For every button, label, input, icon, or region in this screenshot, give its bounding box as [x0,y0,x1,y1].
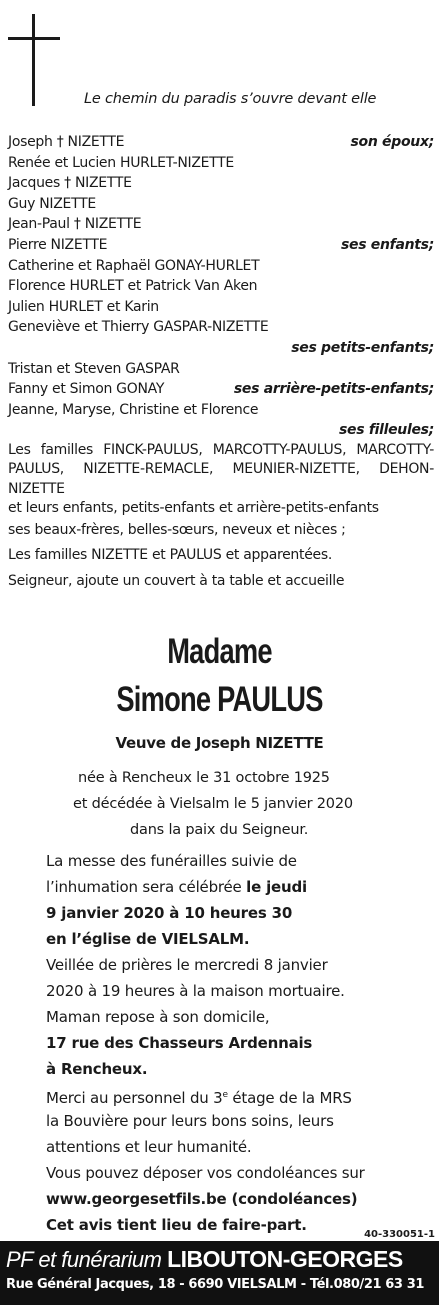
family-list [8,132,434,591]
family-role: ses filleules; [338,422,434,439]
body-line: Vous pouvez déposer vos condoléances sur [46,1164,365,1182]
widow-of-line: Veuve de Joseph NIZETTE [115,734,324,752]
body-line: la Bouvière pour leurs bons soins, leurs [46,1112,334,1130]
family-name: Fanny et Simon GONAY [8,381,165,398]
family-name: Jeanne, Maryse, Christine et Florence [8,401,259,418]
lord-paragraph: Seigneur, ajoute un couvert à ta table et accueille [8,572,345,589]
related-paragraph: Les familles NIZETTE et PAULUS et apparentées. [8,547,332,564]
family-name: Jacques † NIZETTE [8,175,132,192]
birth-line: née à Rencheux le 31 octobre 1925 [78,770,330,786]
family-row [8,153,434,174]
family-row [8,256,434,277]
body-line [46,1082,436,1108]
body-line: Cet avis tient lieu de faire-part. [46,1216,307,1234]
family-name: Tristan et Steven GASPAR [8,360,180,377]
body-text: étage de la MRS [227,1089,352,1107]
funeral-home-footer [0,1241,439,1305]
body-line: Veillée de prières le mercredi 8 janvier [46,956,328,974]
funeral-home-name [6,1243,403,1277]
funeral-home-brand: LIBOUTON-GEORGES [167,1246,403,1272]
family-name: Geneviève et Thierry GASPAR-NIZETTE [8,319,269,336]
family-name: Joseph † NIZETTE [8,134,125,150]
body-line [46,874,436,900]
death-line: et décédée à Vielsalm le 5 janvier 2020 [73,796,353,812]
epitaph-quote: Le chemin du paradis s’ouvre devant elle [84,91,377,107]
body-line: attentions et leur humanité. [46,1138,252,1156]
family-name: Guy NIZETTE [8,195,96,212]
family-name: Julien HURLET et Karin [8,298,159,315]
reference-number: 40-330051-1 [364,1229,435,1240]
body-text: l’inhumation sera célébrée [46,878,247,896]
family-name: Florence HURLET et Patrick Van Aken [8,278,258,295]
family-row [8,173,434,194]
body-line: à Rencheux. [46,1060,148,1078]
family-name: Renée et Lucien HURLET-NIZETTE [8,154,234,171]
body-line: Maman repose à son domicile, [46,1008,270,1026]
body-line: La messe des funérailles suivie de [46,852,297,870]
body-line: 2020 à 19 heures à la maison mortuaire. [46,982,345,1000]
family-row [8,379,434,400]
body-line: 17 rue des Chasseurs Ardennais [46,1034,313,1052]
deceased-name: Simone PAULUS [116,680,323,719]
children-paragraph: et leurs enfants, petits-enfants et arrière-petits-enfants [8,500,379,517]
deceased-title: Madame [167,632,272,671]
family-name: Jean-Paul † NIZETTE [8,216,142,233]
family-name: Pierre NIZETTE [8,236,108,253]
family-name: Catherine et Raphaël GONAY-HURLET [8,257,260,274]
family-row [8,235,434,256]
family-row [8,194,434,215]
body-text: Merci au personnel du 3 [46,1089,223,1107]
family-row [8,132,434,153]
funeral-home-address: Rue Général Jacques, 18 - 6690 VIELSALM - Tél.080/21 63 31 [6,1277,424,1292]
family-row [8,400,434,421]
website-line: www.georgesetfils.be (condoléances) [46,1190,358,1208]
inlaws-paragraph: ses beaux-frères, belles-sœurs, neveux et nièces ; [8,521,346,538]
family-row [8,317,434,338]
family-row [8,359,434,380]
peace-line: dans la paix du Seigneur. [130,822,309,838]
body-line: 9 janvier 2020 à 10 heures 30 [46,904,293,922]
family-role: ses enfants; [340,236,434,253]
family-row [8,276,434,297]
family-row [8,297,434,318]
family-role: son époux; [350,134,434,150]
ceremony-details [46,848,436,1238]
family-role: ses petits-enfants; [291,339,434,356]
superscript: e [222,1090,228,1100]
families-paragraph: Les familles FINCK-PAULUS, MARCOTTY-PAULUS, MARCOTTY-PAULUS, NIZETTE-REMACLE, MEUNIER-NIZETTE, DEHON-NIZETTE [8,441,434,497]
cross-icon [8,14,60,106]
body-line: en l’église de VIELSALM. [46,930,250,948]
funeral-home-prefix: PF et funérarium [6,1247,168,1272]
family-row [8,214,434,235]
body-text-bold: le jeudi [246,878,307,896]
family-role: ses arrière-petits-enfants; [233,381,434,398]
